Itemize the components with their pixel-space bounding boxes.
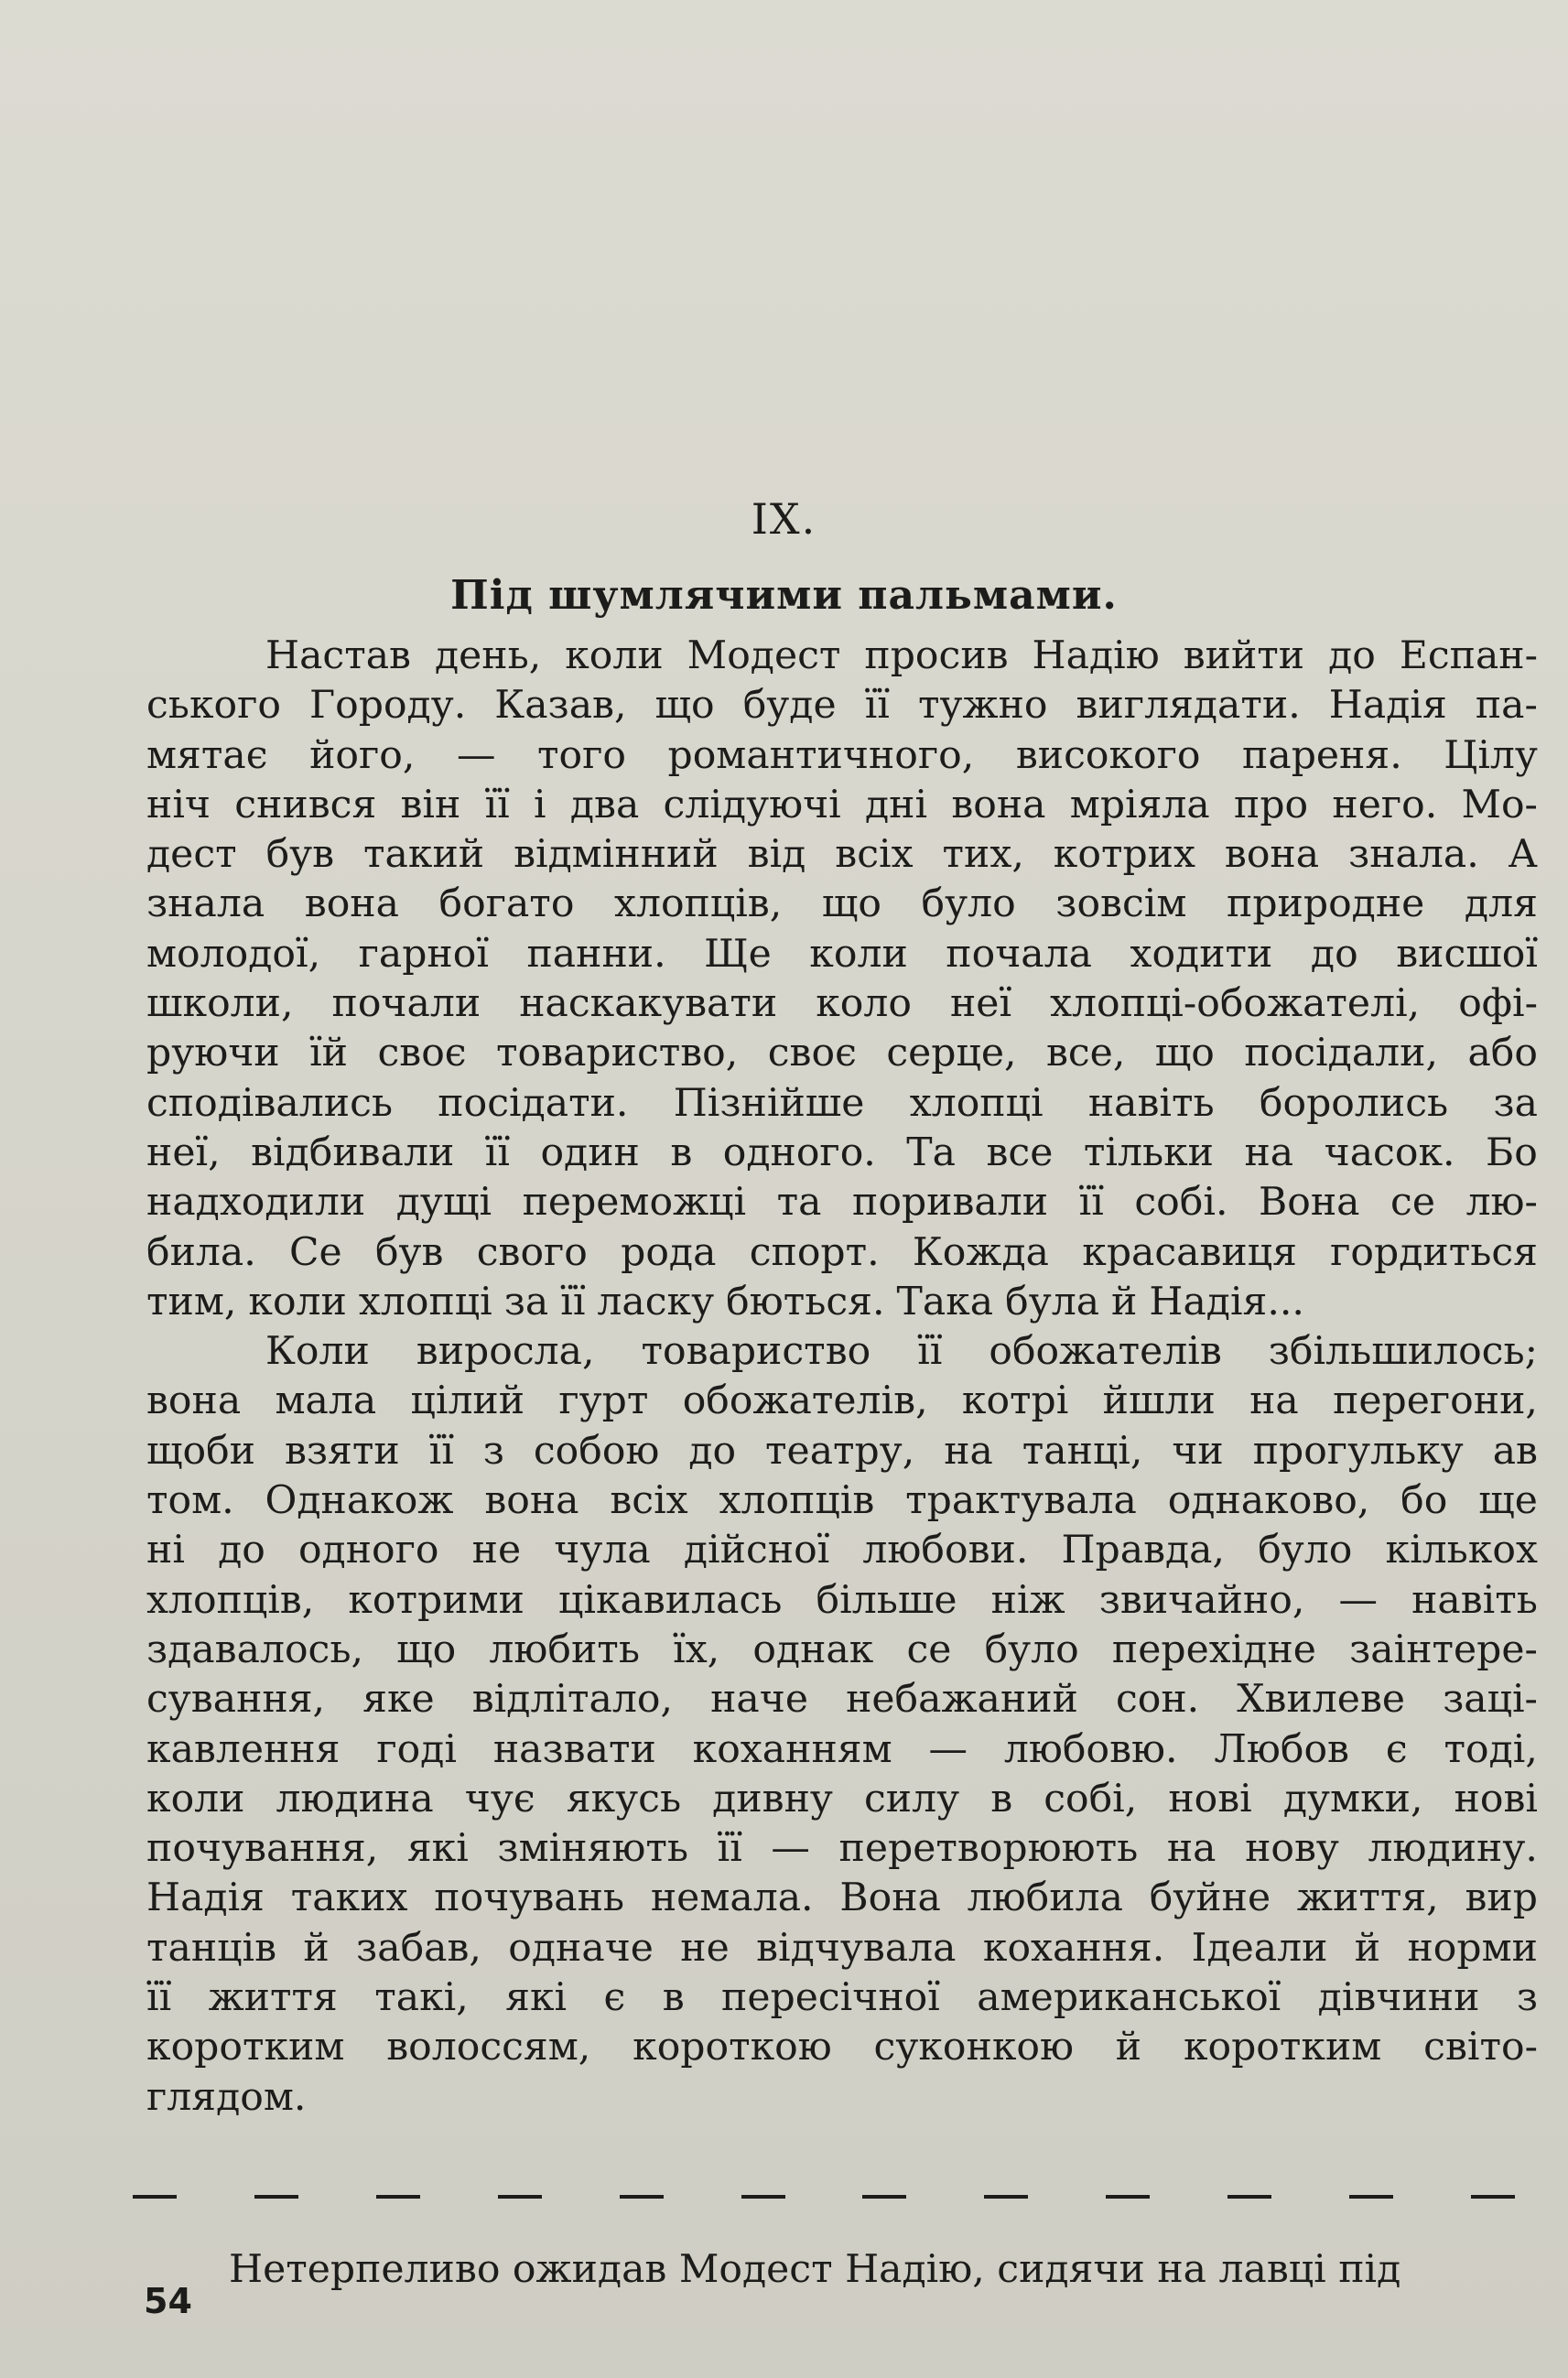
- text-line: почування, які зміняють її — перетворюють на нову людину.: [146, 1826, 1538, 1872]
- text-line: ні до одного не чула дійсної любови. Правда, було кількох: [146, 1528, 1538, 1573]
- separator-dash: [254, 2195, 298, 2199]
- text-line: том. Однакож вона всіх хлопців трактувала однаково, бо ще: [146, 1478, 1538, 1524]
- text-line: коротким волоссям, короткою суконкою й коротким світо-: [146, 2025, 1538, 2070]
- separator-dash: [376, 2195, 420, 2199]
- separator-dash: [984, 2195, 1028, 2199]
- text-line: Надія таких почувань немала. Вона любила буйне життя, вир: [146, 1875, 1538, 1921]
- separator-dash: [862, 2195, 906, 2199]
- separator-dash: [498, 2195, 542, 2199]
- text-line: кавлення годі назвати коханням — любовю. Любов є тоді,: [146, 1726, 1538, 1772]
- text-line: її життя такі, які є в пересічної американської дівчини з: [146, 1975, 1538, 2021]
- text-line: дест був такий відмінний від всіх тих, котрих вона знала. А: [146, 832, 1538, 878]
- text-line: сподівались посідати. Пізнійше хлопці навіть боролись за: [146, 1080, 1538, 1126]
- text-line: ського Городу. Казав, що буде її тужно виглядати. Надія па-: [146, 683, 1538, 729]
- text-line: здавалось, що любить їх, однак се було перехідне заінтере-: [146, 1627, 1538, 1672]
- text-line: ніч снився він її і два слідуючі дні вона мріяла про него. Мо-: [146, 782, 1538, 827]
- text-line: била. Се був свого рода спорт. Кожда красавиця гордиться: [146, 1229, 1538, 1275]
- separator-dash: [1106, 2195, 1150, 2199]
- text-line: сування, яке відлітало, наче небажаний сон. Хвилеве заці-: [146, 1677, 1538, 1723]
- paragraph: [146, 1327, 1538, 2123]
- separator-dash: [1227, 2195, 1271, 2199]
- section-separator: [133, 2195, 1515, 2202]
- text-line: знала вона богато хлопців, що було зовсім природне для: [146, 881, 1538, 927]
- text-line: тим, коли хлопці за її ласку бються. Така була й Надія...: [146, 1279, 1304, 1324]
- separator-dash: [741, 2195, 785, 2199]
- text-line: Коли виросла, товариство її обожателів збільшилось;: [265, 1329, 1538, 1375]
- text-line: вона мала цілий гурт обожателів, котрі йшли на перегони,: [146, 1378, 1538, 1424]
- separator-dash: [1471, 2195, 1515, 2199]
- separator-dash: [133, 2195, 177, 2199]
- text-line: неї, відбивали її один в одного. Та все тільки на часок. Бо: [146, 1130, 1538, 1175]
- chapter-title: Під шумлячими пальмами.: [450, 572, 1118, 619]
- text-line: глядом.: [146, 2074, 307, 2120]
- text-line: танців й забав, одначе не відчувала кохання. Ідеали й норми: [146, 1925, 1538, 1971]
- text-line: надходили дущі переможці та поривали її собі. Вона се лю-: [146, 1180, 1538, 1226]
- page-number: 54: [144, 2281, 192, 2321]
- paragraph: [146, 632, 1538, 1327]
- text-line: мятає його, — того романтичного, високого пареня. Цілу: [146, 732, 1538, 778]
- text-line: щоби взяти її з собою до театру, на танці, чи прогульку ав: [146, 1428, 1538, 1474]
- text-line: молодої, гарної панни. Ще коли почала ходити до висшої: [146, 931, 1538, 977]
- text-line: Настав день, коли Модест просив Надію вийти до Еспан-: [265, 633, 1538, 678]
- text-line: хлопців, котрими цікавилась більше ніж звичайно, — навіть: [146, 1577, 1538, 1623]
- separator-dash: [1349, 2195, 1393, 2199]
- body-text: [146, 632, 1538, 2123]
- text-line: руючи їй своє товариство, своє серце, все, що посідали, або: [146, 1031, 1538, 1076]
- separator-dash: [620, 2195, 664, 2199]
- text-line: коли людина чує якусь дивну силу в собі, нові думки, нові: [146, 1776, 1538, 1821]
- text-line: школи, почали наскакувати коло неї хлопці-обожателі, офі-: [146, 981, 1538, 1027]
- continuation-line: Нетерпеливо ожидав Модест Надію, сидячи на лавці під: [229, 2247, 1401, 2292]
- chapter-number: IX.: [751, 494, 817, 544]
